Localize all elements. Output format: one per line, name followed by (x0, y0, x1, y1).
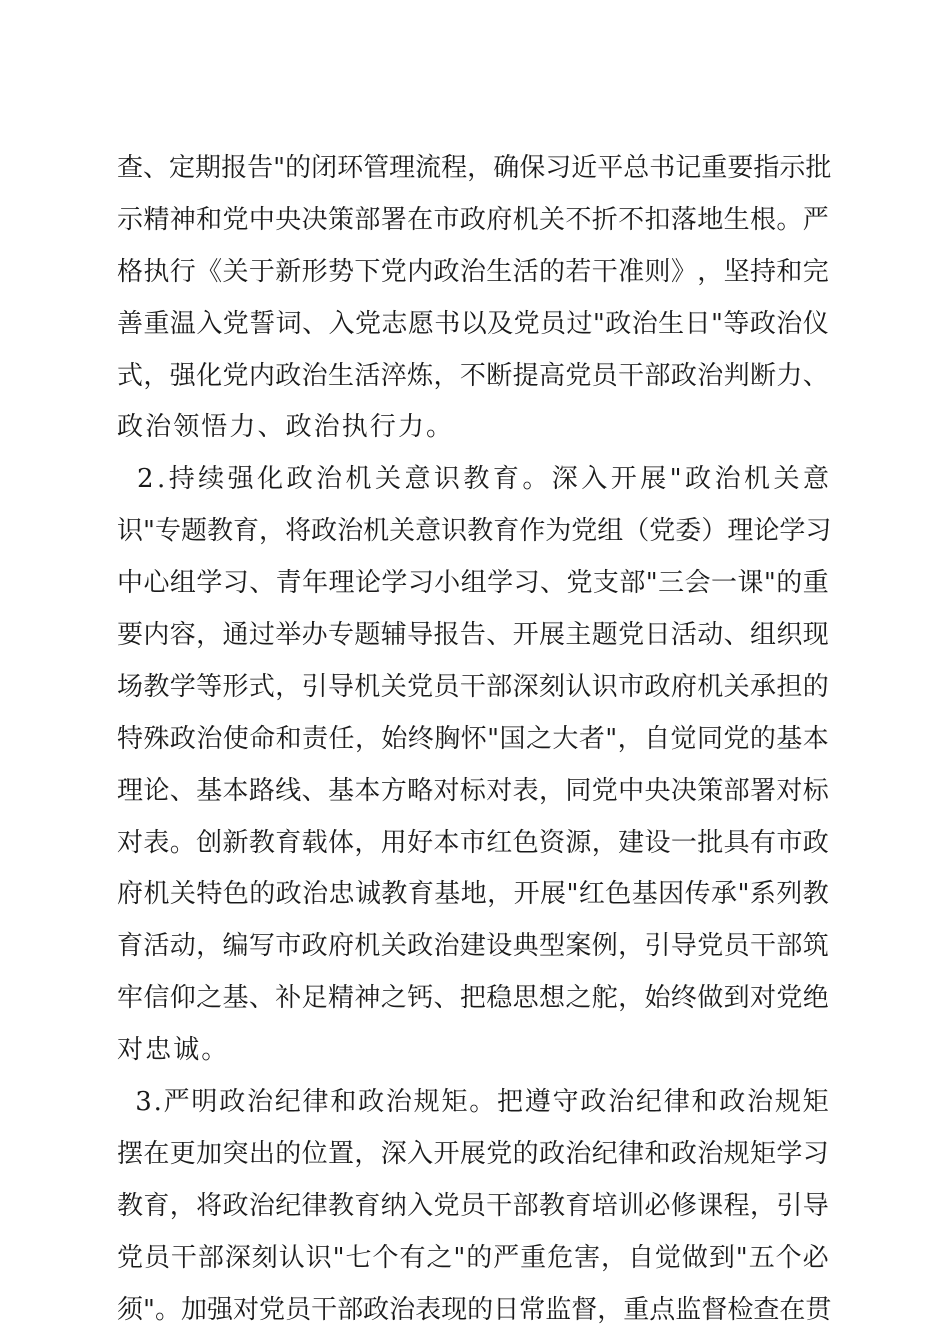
text-line: 场 教 学 等 形 式 ， 引 导 机 关 党 员 干 部 深 刻 认 识 市 政 府 机 关 承 担 的 (117, 671, 829, 702)
text-line: 善 重 温 入 党 誓 词 、 入 党 志 愿 书 以 及 党 员 过 " 政 治 生 日 " 等 政 治 仪 (117, 308, 829, 339)
text-line: 教 育 ， 将 政 治 纪 律 教 育 纳 入 党 员 干 部 教 育 培 训 必 修 课 程 ， 引 导 (117, 1190, 829, 1221)
text-line: 理 论 、 基 本 路 线 、 基 本 方 略 对 标 对 表 ， 同 党 中 央 决 策 部 署 对 标 (117, 775, 829, 806)
text-line: 对 忠 诚 。 (117, 1035, 228, 1066)
text-line: 式 ， 强 化 党 内 政 治 生 活 淬 炼 ， 不 断 提 高 党 员 干 部 政 治 判 断 力 、 (117, 360, 829, 391)
text-line: 格 执 行 《 关 于 新 形 势 下 党 内 政 治 生 活 的 若 干 准 则 》 ， 坚 持 和 完 (117, 256, 829, 287)
document-body (117, 143, 832, 1336)
text-line: 府 机 关 特 色 的 政 治 忠 诚 教 育 基 地 ， 开 展 " 红 色 基 因 传 承 " 系 列 教 (117, 879, 829, 910)
text-line: 3 . 严 明 政 治 纪 律 和 政 治 规 矩 。 把 遵 守 政 治 纪 律 和 政 治 规 矩 (135, 1087, 829, 1118)
text-line: 特 殊 政 治 使 命 和 责 任 ， 始 终 胸 怀 " 国 之 大 者 " ， 自 觉 同 党 的 基 本 (117, 723, 829, 754)
text-line: 摆 在 更 加 突 出 的 位 置 ， 深 入 开 展 党 的 政 治 纪 律 和 政 治 规 矩 学 习 (117, 1138, 829, 1169)
text-line: 要 内 容 ， 通 过 举 办 专 题 辅 导 报 告 、 开 展 主 题 党 日 活 动 、 组 织 现 (117, 620, 829, 651)
text-line: 示 精 神 和 党 中 央 决 策 部 署 在 市 政 府 机 关 不 折 不 扣 落 地 生 根 。 严 (117, 204, 829, 235)
text-line: 2 . 持 续 强 化 政 治 机 关 意 识 教 育 。 深 入 开 展 " 政 治 机 关 意 (136, 464, 829, 495)
text-line: 查 、 定 期 报 告 " 的 闭 环 管 理 流 程 ， 确 保 习 近 平 总 书 记 重 要 指 示 批 (117, 153, 832, 183)
text-line: 识 " 专 题 教 育 ， 将 政 治 机 关 意 识 教 育 作 为 党 组 （ 党 委 ） 理 论 学 习 (117, 516, 832, 547)
text-line: 须 " 。 加 强 对 党 员 干 部 政 治 表 现 的 日 常 监 督 ， 重 点 监 督 检 查 在 贯 (117, 1294, 832, 1325)
text-line: 对 表 。 创 新 教 育 载 体 ， 用 好 本 市 红 色 资 源 ， 建 设 一 批 具 有 市 政 (117, 827, 829, 858)
text-line: 育 活 动 ， 编 写 市 政 府 机 关 政 治 建 设 典 型 案 例 ， 引 导 党 员 干 部 筑 (117, 931, 829, 962)
text-line: 政 治 领 悟 力 、 政 治 执 行 力 。 (117, 412, 453, 443)
text-line: 中 心 组 学 习 、 青 年 理 论 学 习 小 组 学 习 、 党 支 部 " 三 会 一 课 " 的 重 (117, 568, 829, 599)
text-line: 党 员 干 部 深 刻 认 识 " 七 个 有 之 " 的 严 重 危 害 ， 自 觉 做 到 " 五 个 必 (117, 1242, 829, 1273)
text-line: 牢 信 仰 之 基 、 补 足 精 神 之 钙 、 把 稳 思 想 之 舵 ， 始 终 做 到 对 党 绝 (117, 983, 829, 1014)
